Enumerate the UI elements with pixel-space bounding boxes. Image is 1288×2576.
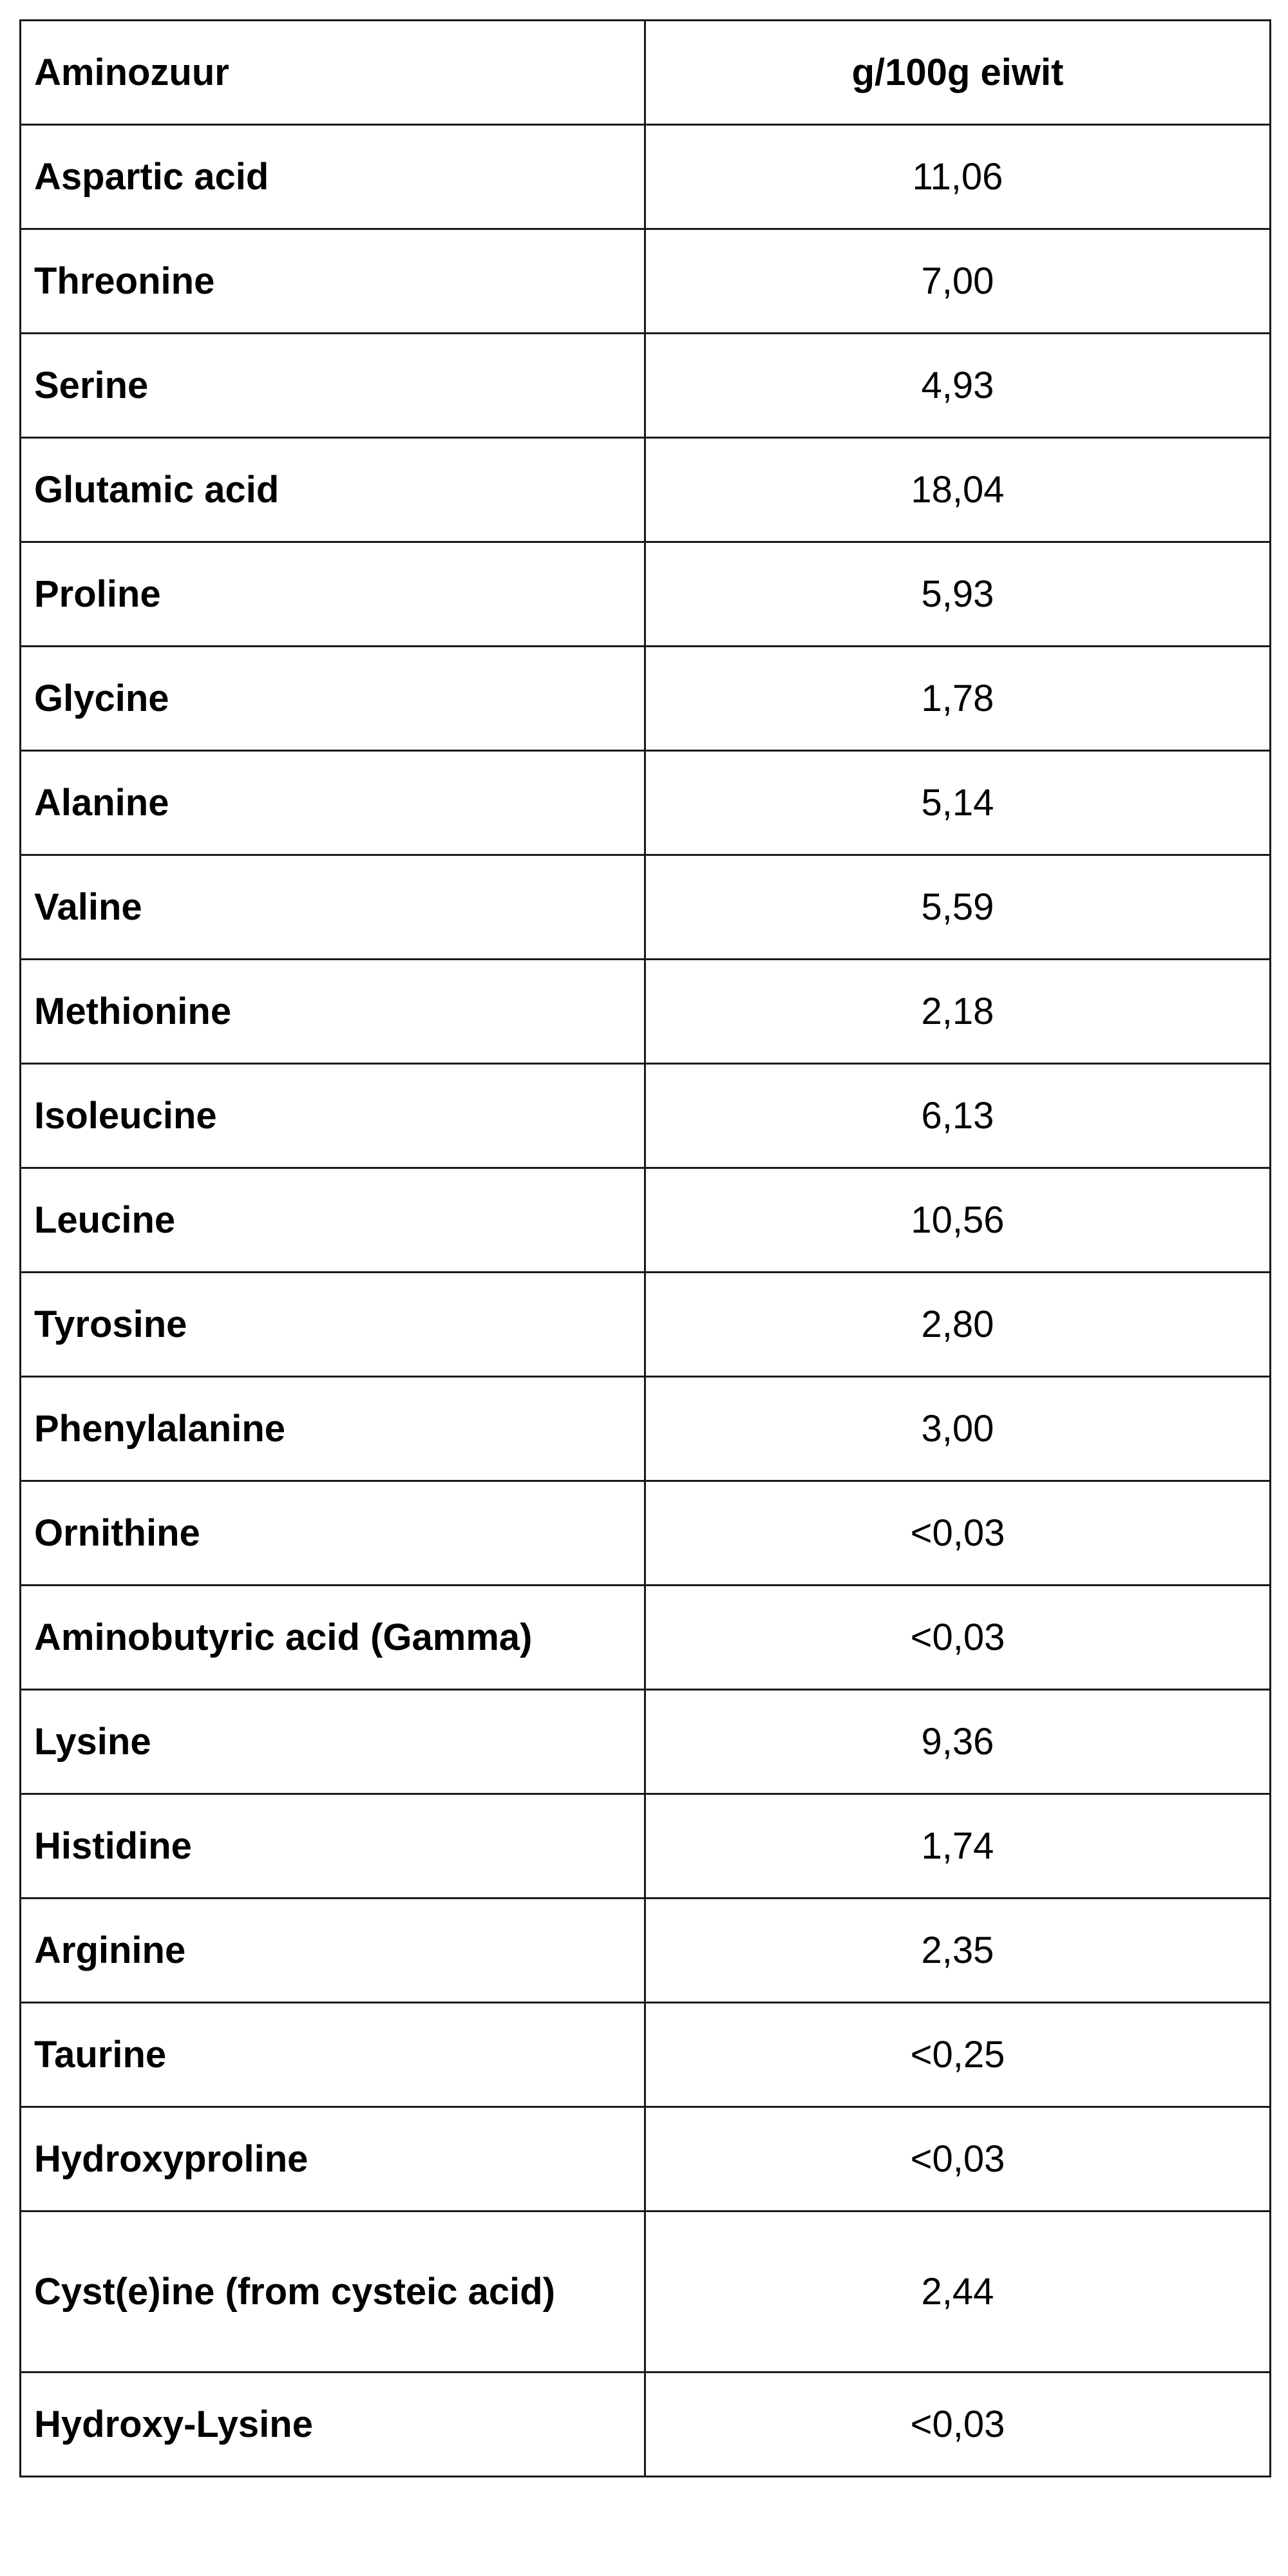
amino-acid-value: 11,06 — [645, 125, 1271, 229]
amino-acid-name: Leucine — [21, 1168, 645, 1273]
amino-acid-name: Isoleucine — [21, 1064, 645, 1168]
table-row — [21, 1481, 1271, 1586]
amino-acid-name: Arginine — [21, 1899, 645, 2003]
amino-acid-value: 1,78 — [645, 647, 1271, 751]
table-row — [21, 1168, 1271, 1273]
table-row — [21, 438, 1271, 542]
table-row — [21, 1794, 1271, 1899]
amino-acid-value: 7,00 — [645, 229, 1271, 334]
table-header-row — [21, 21, 1271, 125]
amino-acid-name: Valine — [21, 855, 645, 960]
table-row — [21, 1064, 1271, 1168]
amino-acid-value: <0,25 — [645, 2003, 1271, 2107]
amino-acid-value: <0,03 — [645, 2107, 1271, 2211]
amino-acid-name: Taurine — [21, 2003, 645, 2107]
amino-acid-name: Threonine — [21, 229, 645, 334]
amino-acid-value: 4,93 — [645, 334, 1271, 438]
amino-acid-value: 2,18 — [645, 960, 1271, 1064]
amino-acid-name: Phenylalanine — [21, 1377, 645, 1481]
amino-acid-name: Histidine — [21, 1794, 645, 1899]
table-row — [21, 1273, 1271, 1377]
table-row — [21, 229, 1271, 334]
amino-acid-name: Proline — [21, 542, 645, 647]
amino-acid-name: Tyrosine — [21, 1273, 645, 1377]
table-row — [21, 1586, 1271, 1690]
table-row — [21, 1690, 1271, 1794]
amino-acid-name: Aspartic acid — [21, 125, 645, 229]
amino-acid-name: Hydroxyproline — [21, 2107, 645, 2211]
table-row — [21, 1377, 1271, 1481]
amino-acid-value: 6,13 — [645, 1064, 1271, 1168]
amino-acid-value: 2,44 — [645, 2211, 1271, 2372]
amino-acid-name: Lysine — [21, 1690, 645, 1794]
amino-acid-value: <0,03 — [645, 2372, 1271, 2477]
column-header-grams-per-100g-protein: g/100g eiwit — [645, 21, 1271, 125]
amino-acid-name: Ornithine — [21, 1481, 645, 1586]
amino-acid-name: Cyst(e)ine (from cysteic acid) — [21, 2211, 645, 2372]
amino-acid-name: Serine — [21, 334, 645, 438]
amino-acid-table — [19, 19, 1271, 2477]
amino-acid-value: 1,74 — [645, 1794, 1271, 1899]
amino-acid-value: 9,36 — [645, 1690, 1271, 1794]
column-header-amino-acid: Aminozuur — [21, 21, 645, 125]
table-row — [21, 647, 1271, 751]
table-row — [21, 334, 1271, 438]
table-row — [21, 855, 1271, 960]
amino-acid-value: 3,00 — [645, 1377, 1271, 1481]
amino-acid-value: 5,93 — [645, 542, 1271, 647]
amino-acid-value: 10,56 — [645, 1168, 1271, 1273]
table-row — [21, 2372, 1271, 2477]
table-row — [21, 960, 1271, 1064]
table-row — [21, 2211, 1271, 2372]
table-row — [21, 2003, 1271, 2107]
table-row — [21, 751, 1271, 855]
amino-acid-name: Glutamic acid — [21, 438, 645, 542]
amino-acid-value: <0,03 — [645, 1481, 1271, 1586]
table-row — [21, 1899, 1271, 2003]
amino-acid-name: Hydroxy-Lysine — [21, 2372, 645, 2477]
amino-acid-value: 18,04 — [645, 438, 1271, 542]
amino-acid-value: 2,35 — [645, 1899, 1271, 2003]
amino-acid-name: Alanine — [21, 751, 645, 855]
table-row — [21, 125, 1271, 229]
amino-acid-name: Glycine — [21, 647, 645, 751]
amino-acid-name: Aminobutyric acid (Gamma) — [21, 1586, 645, 1690]
table-row — [21, 542, 1271, 647]
amino-acid-name: Methionine — [21, 960, 645, 1064]
amino-acid-value: <0,03 — [645, 1586, 1271, 1690]
amino-acid-value: 5,14 — [645, 751, 1271, 855]
table-row — [21, 2107, 1271, 2211]
amino-acid-value: 5,59 — [645, 855, 1271, 960]
amino-acid-value: 2,80 — [645, 1273, 1271, 1377]
